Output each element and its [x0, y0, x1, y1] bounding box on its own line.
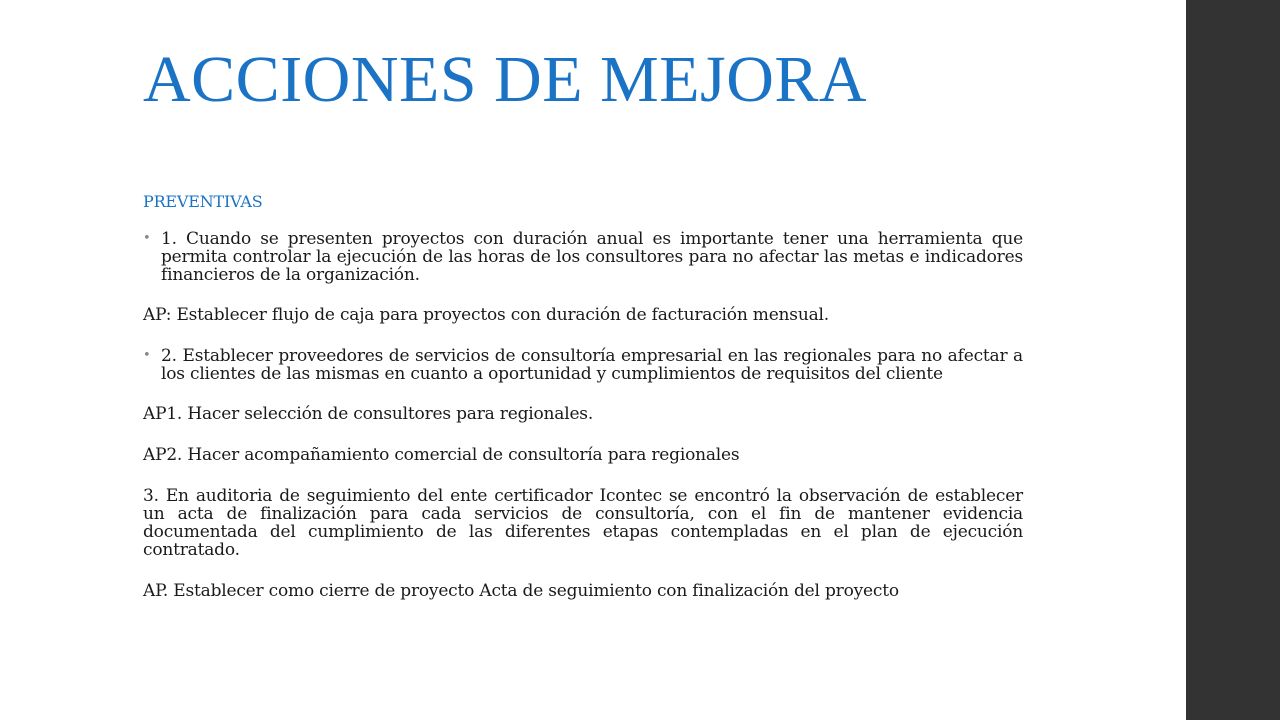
- action-plan-3: AP. Establecer como cierre de proyecto Acta de seguimiento con finalización del proyecto: [143, 581, 899, 601]
- item-text: 1. Cuando se presenten proyectos con duración anual es importante tener una herramienta que permita controlar la ejecución de las horas de los consultores para no afectar las metas e indicadores financieros de la organización.: [161, 229, 1023, 285]
- action-plan-1: AP: Establecer flujo de caja para proyectos con duración de facturación mensual.: [143, 305, 829, 325]
- list-item: [143, 347, 1023, 383]
- bullet-icon: •: [143, 348, 151, 363]
- slide-title: ACCIONES DE MEJORA: [143, 43, 868, 116]
- slide-body: [143, 193, 1023, 600]
- section-subtitle: PREVENTIVAS: [143, 192, 263, 211]
- item-3-paragraph: 3. En auditoria de seguimiento del ente certificador Icontec se encontró la observación de establecer un acta de finalización para cada servicios de consultoría, con el fin de mantener evidencia documentada del cumplimiento de las diferentes etapas contempladas en el plan de ejecución contratado.: [143, 486, 1023, 560]
- item-text: 2. Establecer proveedores de servicios de consultoría empresarial en las regionales para no afectar a los clientes de las mismas en cuanto a oportunidad y cumplimientos de requisitos del cliente: [161, 346, 1023, 384]
- bullet-list-2: [143, 347, 1023, 383]
- right-sidebar-band: [1186, 0, 1280, 720]
- bullet-list-1: [143, 230, 1023, 284]
- action-plan-2b: AP2. Hacer acompañamiento comercial de consultoría para regionales: [143, 445, 740, 465]
- action-plan-2a: AP1. Hacer selección de consultores para regionales.: [143, 404, 594, 424]
- list-item: [143, 230, 1023, 284]
- bullet-icon: •: [143, 231, 151, 246]
